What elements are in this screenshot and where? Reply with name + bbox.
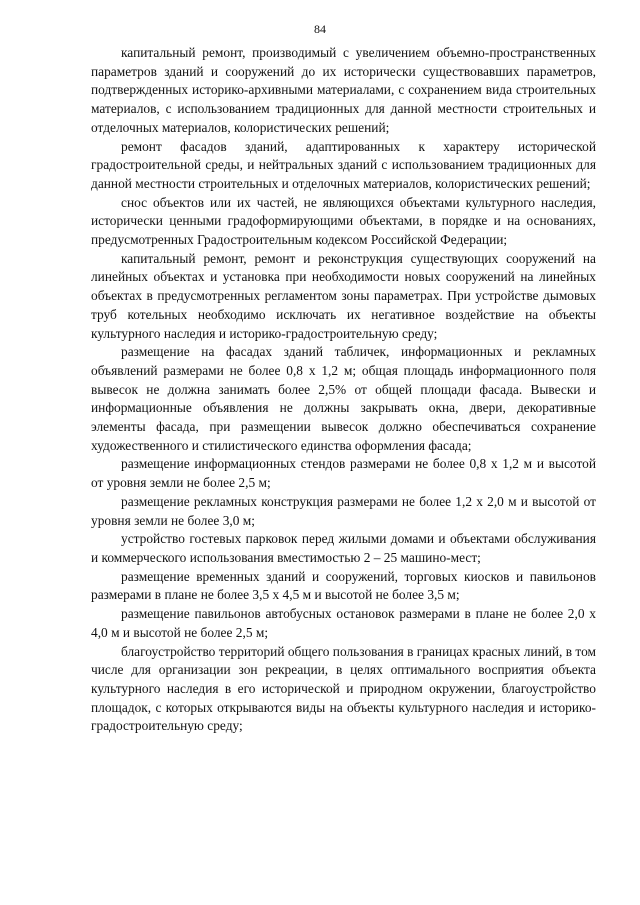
paragraph-bus-stop-pavilions: размещение павильонов автобусных остановок размерами в плане не более 2,0 х 4,0 м и высотой не более 2,5 м; — [91, 606, 596, 640]
paragraph-demolition: снос объектов или их частей, не являющихся объектами культурного наследия, исторически ценными градоформирующими объектами, в порядке и на основаниях, предусмотренных Градостроительным кодексом Российской Федерации; — [91, 194, 596, 248]
document-body — [91, 44, 596, 736]
paragraph-facade-repair: ремонт фасадов зданий, адаптированных к характеру исторической градостроительной среды, и нейтральных зданий с использованием традиционных для данной местности строительных и отделочных материалов, колористических решений; — [91, 138, 596, 191]
paragraph-information-stands: размещение информационных стендов размерами не более 0,8 х 1,2 м и высотой от уровня земли не более 2,5 м; — [91, 456, 596, 491]
paragraph-advertising-structures: размещение рекламных конструкция размерами не более 1,2 х 2,0 м и высотой от уровня земли не более 3,0 м; — [91, 493, 596, 528]
page-number: 84 — [314, 22, 326, 36]
paragraph-public-territory-landscaping: благоустройство территорий общего пользования в границах красных линий, в том числе для организации зон рекреации, в целях оптимального восприятия объекта культурного наследия в его исторической и природном окружении, благоустройство площадок, с которых открываются виды на объекты культурного наследия и историко-градостроительную среду; — [91, 643, 596, 734]
paragraph-guest-parking: устройство гостевых парковок перед жилыми домами и объектами обслуживания и коммерческого использования вместимостью 2 – 25 машино-мест; — [91, 531, 596, 565]
paragraph-capital-repair-restoration: капитальный ремонт, производимый с увеличением объемно-пространственных параметров зданий и сооружений до их исторически существовавших параметров, подтвержденных историко-архивными материалами, с сохранением вида строительных материалов, с использованием традиционных для данной местности строительных и отделочных материалов, колористических решений; — [91, 45, 596, 135]
paragraph-signage-on-facades: размещение на фасадах зданий табличек, информационных и рекламных объявлений размерами не более 0,8 х 1,2 м; общая площадь информационного поля вывесок не должна занимать более 2,5% от общей площади фасада. Вывески и информационные объявления не должны закрывать окна, двери, декоративные элементы фасада, при размещении вывесок должно обеспечиваться сохранение художественного и стилистического единства оформления фасада; — [91, 344, 596, 453]
paragraph-temporary-buildings: размещение временных зданий и сооружений, торговых киосков и павильонов размерами в плане не более 3,5 х 4,5 м и высотой не более 3,5 м; — [91, 568, 596, 603]
paragraph-linear-structures: капитальный ремонт, ремонт и реконструкция существующих сооружений на линейных объектах и установка при необходимости новых сооружений на линейных объектах в предусмотренных регламентом зоны параметрах. При устройстве дымовых труб котельных необходимо исключать их негативное воздействие на объекты культурного наследия и историко-градостроительную среду; — [91, 250, 596, 341]
